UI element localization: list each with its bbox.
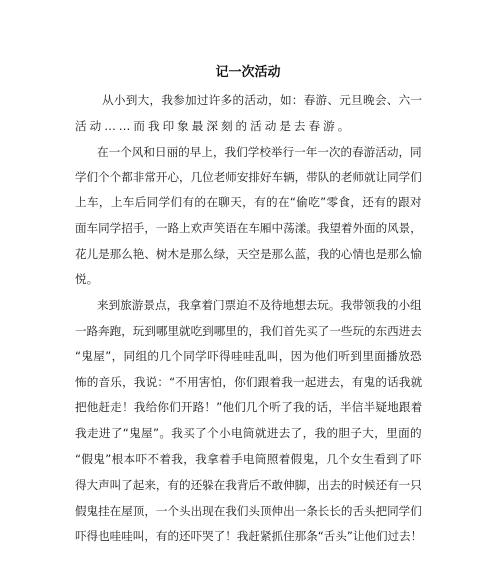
paragraph-1-line-2: 活动……而我印象最深刻的活动是去春游。	[75, 119, 353, 133]
paragraph-3-line-4: 怖的音乐，我说：“不用害怕，你们跟着我一起进去，有鬼的话我就	[75, 375, 423, 389]
paragraph-2-line-6: 悦。	[75, 272, 99, 286]
paragraph-3-line-2: 一路奔跑，玩到哪里就吃到哪里的，我们首先买了一些玩的东西进去	[75, 324, 422, 338]
paragraph-3-line-10: 吓得也哇哇叫，有的还吓哭了！我赶紧抓住那条“舌头”让他们过去！	[75, 529, 423, 543]
paragraph-1-line-1: 从小到大，我参加过许多的活动，如：春游、元旦晚会、六一	[102, 93, 423, 107]
paragraph-3-line-8: 得大声叫了起来，有的还躲在我背后不敢伸脚，出去的时候还有一只	[75, 478, 422, 492]
paragraph-2-line-4: 面车同学招手，一路上欢声笑语在车厢中荡漾。我望着外面的风景，	[75, 221, 422, 235]
paragraph-2-line-5: 花儿是那么艳、树木是那么绿，天空是那么蓝，我的心情也是那么愉	[75, 247, 422, 261]
paragraph-2-line-1: 在一个风和日丽的早上，我们学校举行一年一次的春游活动，同	[97, 145, 422, 159]
paragraph-2-line-3: 上车，上车后同学们有的在聊天，有的在“偷吃”零食，还有的跟对	[75, 195, 422, 209]
document-title: 记一次活动	[215, 65, 281, 80]
paragraph-3-line-7: “假鬼”根本吓不着我，我拿着手电筒照着假鬼，几个女生看到了吓	[75, 452, 422, 466]
paragraph-3-line-1: 来到旅游景点，我拿着门票迫不及待地想去玩。我带领我的小组	[97, 298, 422, 312]
paragraph-3-line-3: “鬼屋”，同组的几个同学吓得哇哇乱叫，因为他们听到里面播放恐	[75, 349, 422, 363]
paragraph-3-line-5: 把他赶走！我给你们开路！”他们几个听了我的话，半信半疑地跟着	[75, 400, 423, 414]
paragraph-2-line-2: 学们个个都非常开心，几位老师安排好车辆，带队的老师就让同学们	[75, 170, 422, 184]
paragraph-3-line-9: 假鬼挂在屋顶，一个头出现在我们头顶伸出一条长长的舌头把同学们	[75, 504, 422, 518]
paragraph-3-line-6: 我走进了“鬼屋”。我买了个小电筒就进去了，我的胆子大，里面的	[75, 426, 422, 440]
